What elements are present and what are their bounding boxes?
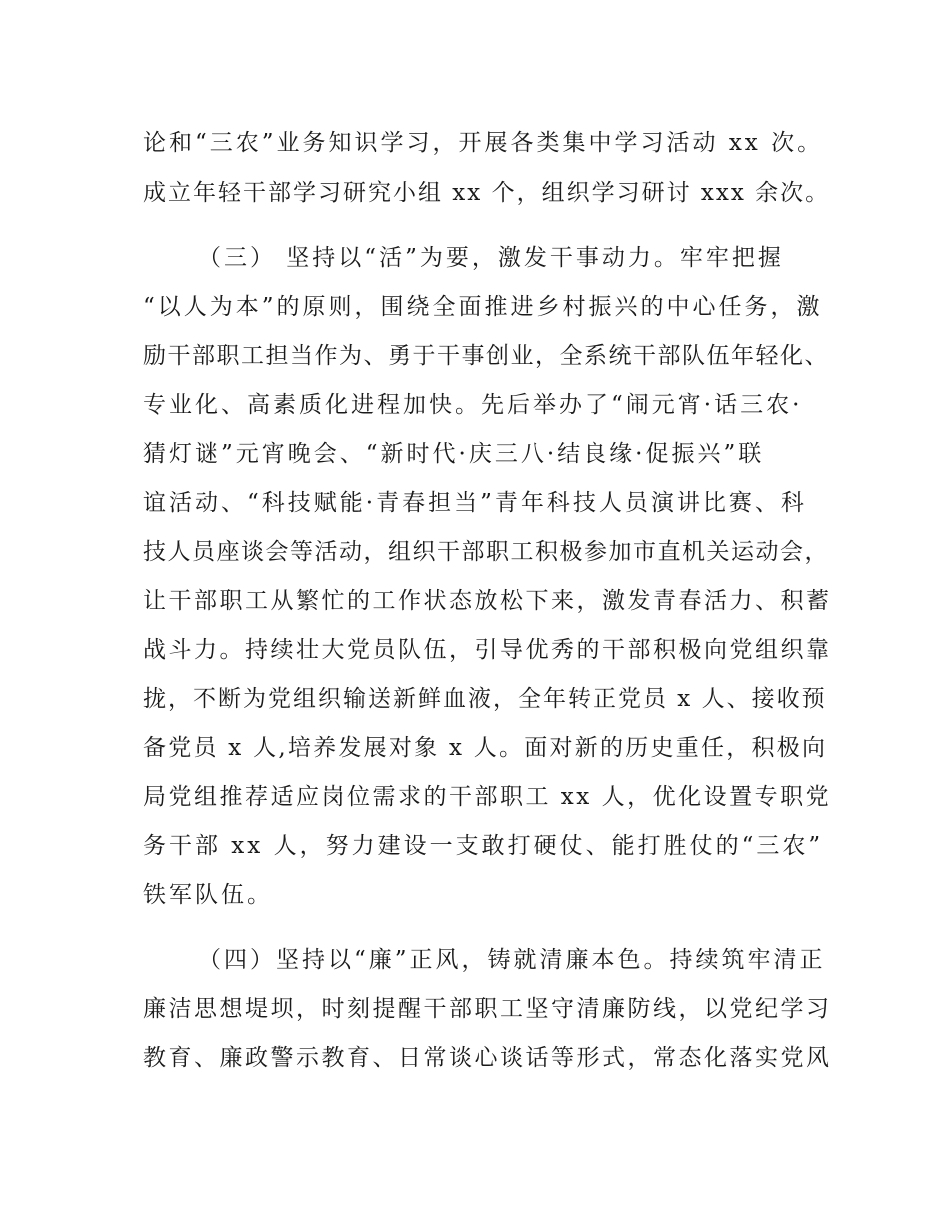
text-line: 技人员座谈会等活动，组织干部职工积极参加市直机关运动会， — [143, 539, 829, 565]
text-line: 励干部职工担当作为、勇于干事创业，全系统干部队伍年轻化、 — [143, 343, 829, 369]
text-line: 论和“三农”业务知识学习，开展各类集中学习活动 xx 次。 — [143, 130, 824, 156]
text-line: 谊活动、“科技赋能·青春担当”青年科技人员演讲比赛、科 — [143, 490, 807, 516]
text-line: 让干部职工从繁忙的工作状态放松下来，激发青春活力、积蓄 — [143, 588, 832, 614]
text-line: 备党员 x 人,培养发展对象 x 人。面对新的历史重任，积极向 — [143, 735, 828, 761]
text-line: 拢，不断为党组织输送新鲜血液，全年转正党员 x 人、接收预 — [143, 686, 827, 712]
text-line: “以人为本”的原则，围绕全面推进乡村振兴的中心任务，激 — [143, 294, 823, 320]
text-line: 教育、廉政警示教育、日常谈心谈话等形式，常态化落实党风 — [143, 1045, 832, 1071]
section-heading-4: （四）坚持以“廉”正风，铸就清廉本色。持续筑牢清正 — [198, 947, 826, 973]
text-line: 铁军队伍。 — [143, 882, 273, 908]
text-line: 成立年轻干部学习研究小组 xx 个，组织学习研讨 xxx 余次。 — [143, 180, 831, 206]
text-line: 猜灯谜”元宵晚会、“新时代·庆三八·结良缘·促振兴”联 — [143, 441, 765, 467]
text-line: 战斗力。持续壮大党员队伍，引导优秀的干部积极向党组织靠 — [143, 637, 832, 663]
text-line: 廉洁思想堤坝，时刻提醒干部职工坚守清廉防线，以党纪学习 — [143, 996, 832, 1022]
text-line: 局党组推荐适应岗位需求的干部职工 xx 人，优化设置专职党 — [143, 784, 832, 810]
text-line: 务干部 xx 人，努力建设一支敢打硬仗、能打胜仗的“三农” — [143, 833, 824, 859]
section-heading-3: （三） 坚持以“活”为要，激发干事动力。牢牢把握 — [198, 245, 784, 271]
text-line: 专业化、高素质化进程加快。先后举办了“闹元宵·话三农· — [143, 392, 803, 418]
